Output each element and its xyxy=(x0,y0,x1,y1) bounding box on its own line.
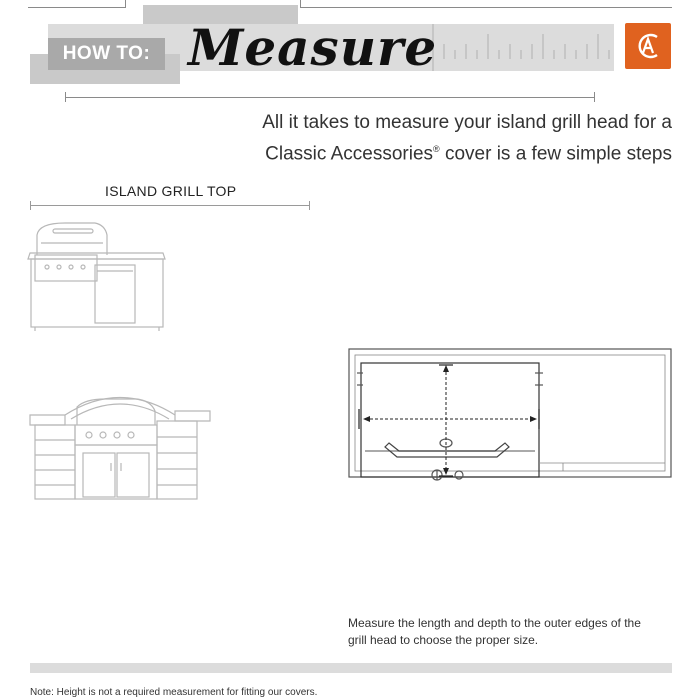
intro-line-2-suffix: cover is a few simple steps xyxy=(439,143,672,165)
intro-line-2 xyxy=(72,136,672,167)
stone-island-grill-illustration xyxy=(25,385,215,505)
caption-line-2: grill head to choose the proper size. xyxy=(348,633,539,647)
island-grill-cabinet-illustration xyxy=(25,215,170,335)
how-to-label: HOW TO: xyxy=(62,43,151,64)
section-title: ISLAND GRILL TOP xyxy=(105,183,237,199)
registered-mark: ® xyxy=(433,144,440,154)
header-ruler-ticks xyxy=(432,24,614,71)
brand-name: Classic Accessories xyxy=(265,143,434,165)
grill-top-view-measurement-diagram xyxy=(345,345,675,490)
caption-line-1: Measure the length and depth to the outer edges of the xyxy=(348,616,641,630)
footer-note: Note: Height is not a required measurement for fitting our covers. xyxy=(30,687,318,698)
header-top-left-rule xyxy=(28,7,126,8)
brand-logo xyxy=(625,23,671,69)
header-bottom-rule-right-tick xyxy=(594,92,595,102)
section-rule-right-tick xyxy=(309,201,310,210)
header-bottom-rule-left-tick xyxy=(65,92,66,102)
header-top-right-rule xyxy=(300,7,672,8)
header-bottom-rule xyxy=(65,97,595,98)
page-title: Measure xyxy=(188,18,438,77)
measurement-caption xyxy=(348,615,678,649)
section-title-rule xyxy=(30,205,310,206)
intro-text xyxy=(72,110,672,167)
how-to-badge xyxy=(48,38,165,70)
footer-divider-bar xyxy=(30,663,672,673)
classic-accessories-ca-logo-icon xyxy=(633,31,663,61)
intro-line-1: All it takes to measure your island grill head for a xyxy=(262,112,672,133)
section-rule-left-tick xyxy=(30,201,31,210)
